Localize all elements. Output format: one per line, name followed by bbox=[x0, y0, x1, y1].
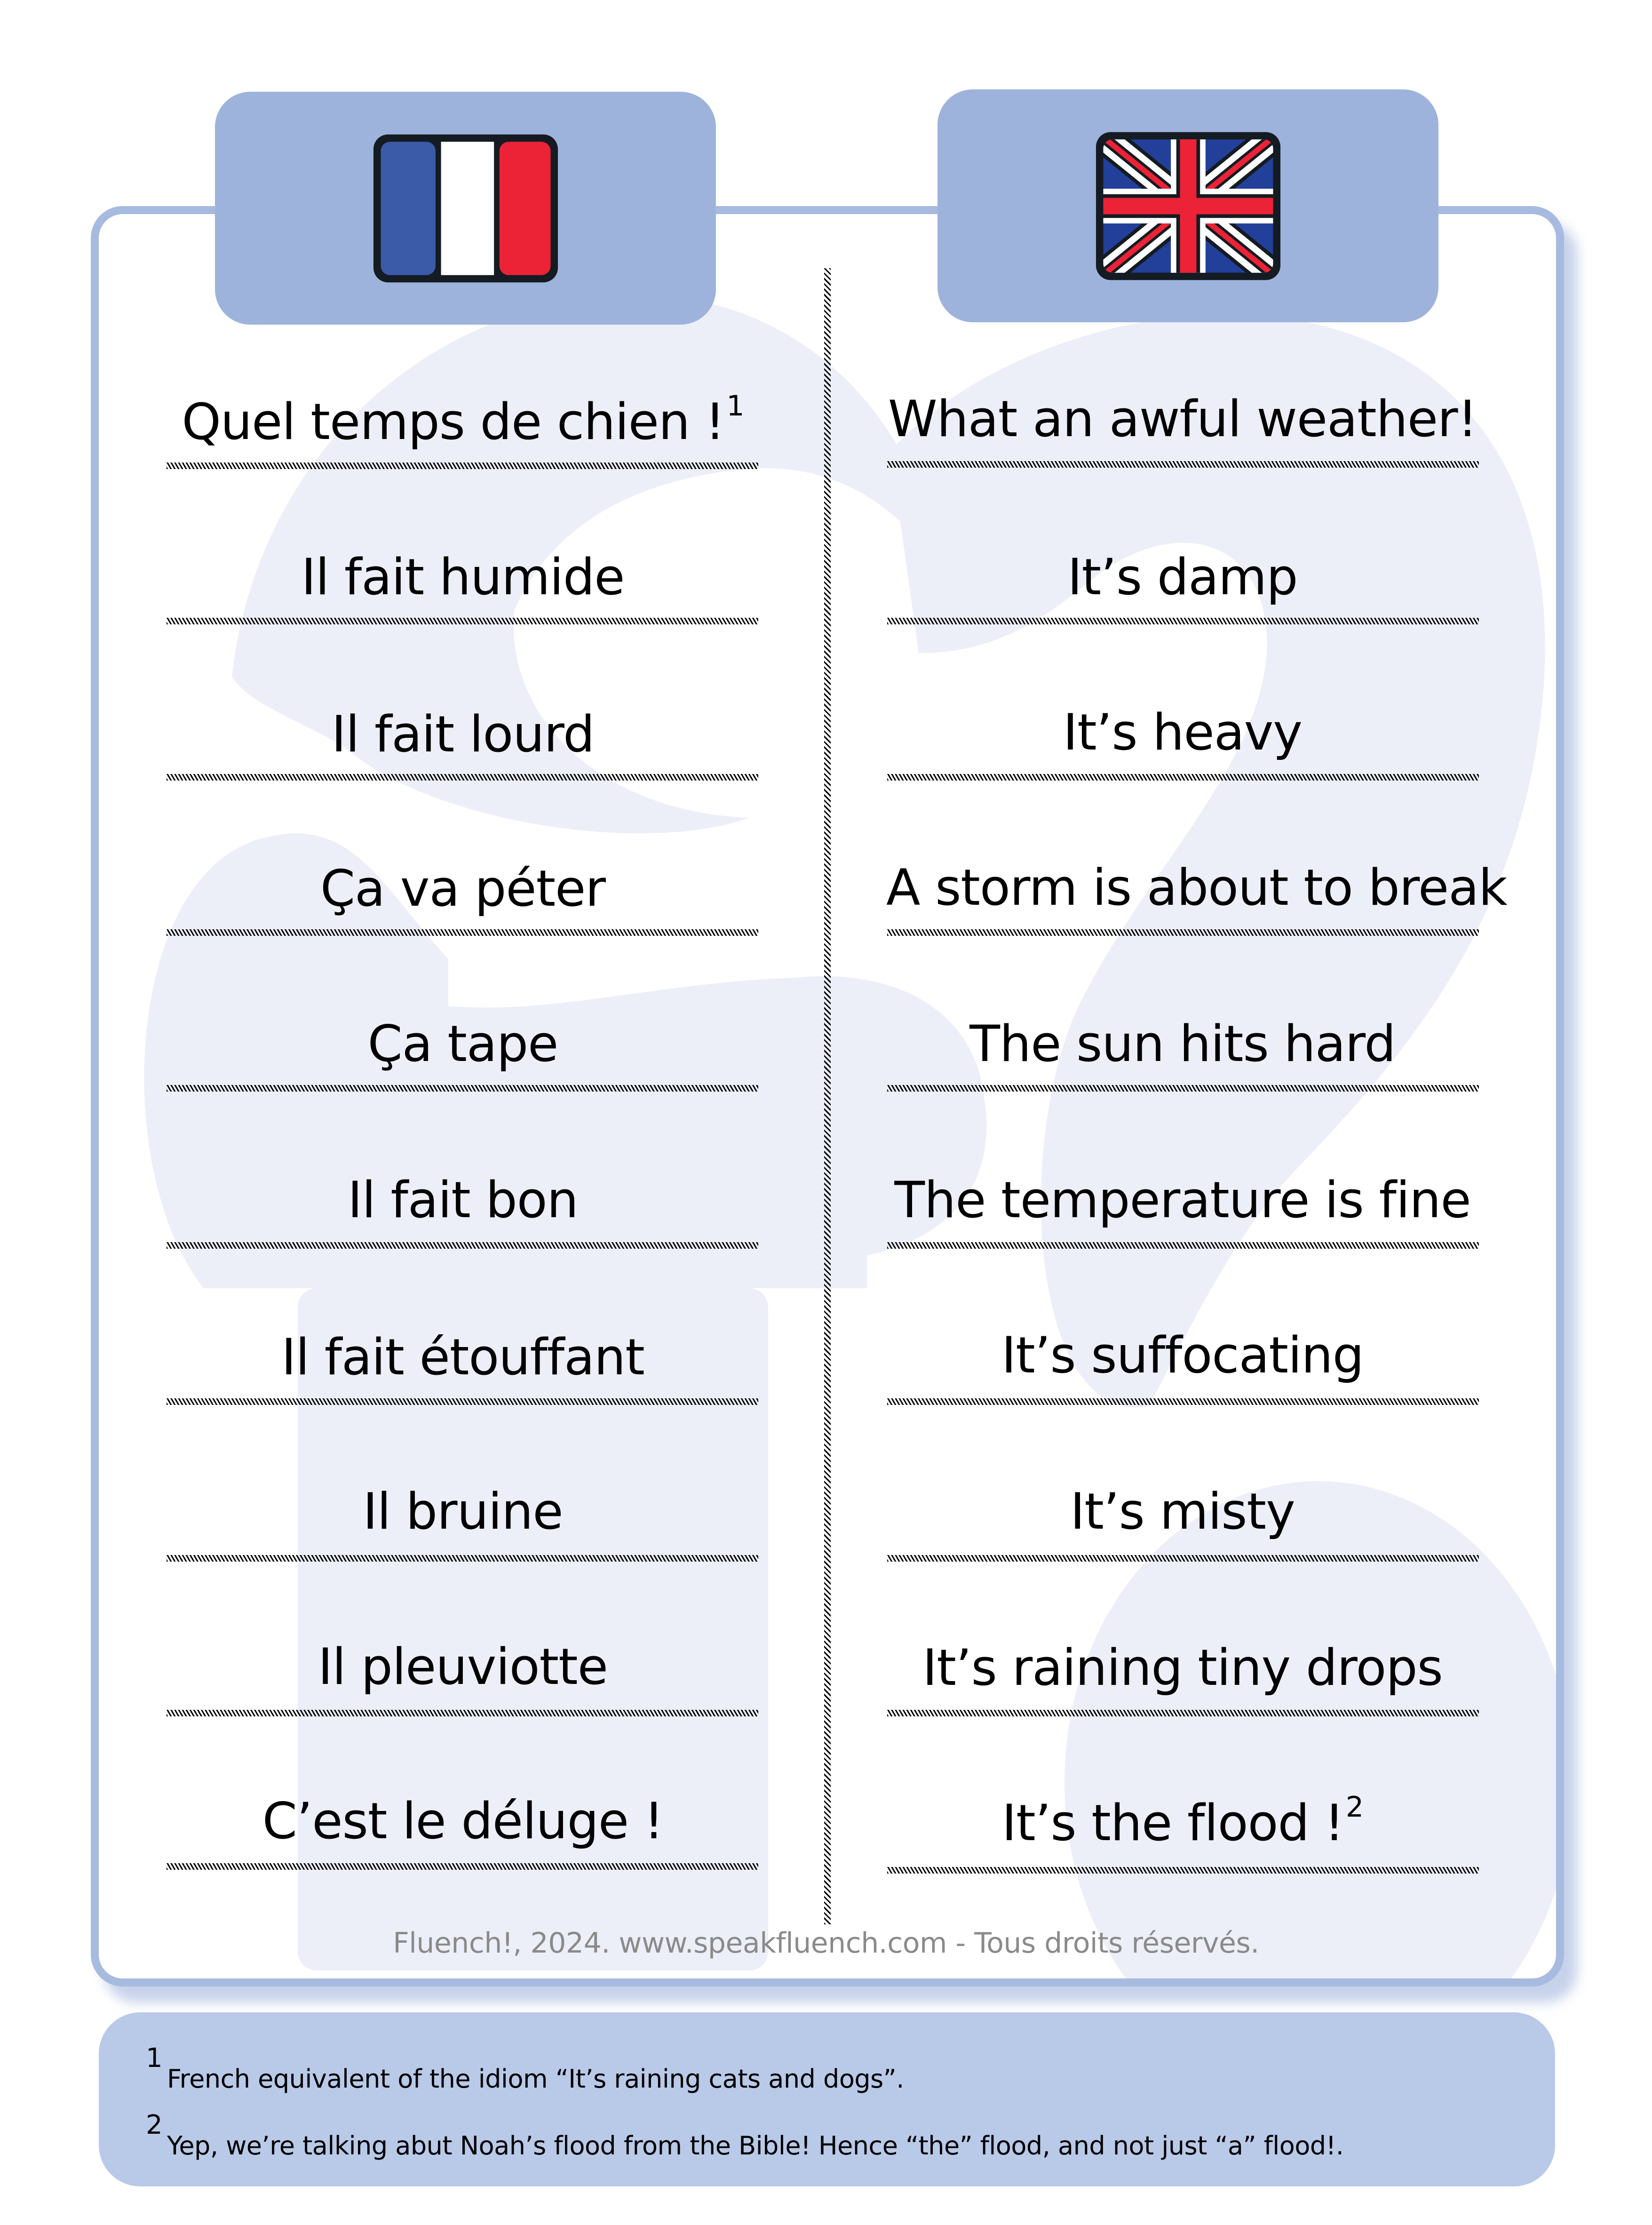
underline bbox=[887, 774, 1479, 781]
uk-flag-icon bbox=[1073, 128, 1303, 284]
french-phrase: Il fait humide bbox=[301, 548, 625, 606]
footnote-ref[interactable]: 1 bbox=[726, 390, 744, 423]
underline bbox=[887, 618, 1479, 624]
english-phrase: It’s the flood !$^2$ bbox=[1001, 1791, 1364, 1852]
french-header bbox=[215, 92, 716, 325]
underline bbox=[167, 929, 758, 936]
underline bbox=[887, 1085, 1479, 1092]
underline bbox=[887, 461, 1479, 468]
french-phrase: Il fait lourd bbox=[331, 705, 595, 763]
underline bbox=[887, 1555, 1479, 1562]
footnote-number: 1 bbox=[146, 2043, 163, 2073]
french-phrase: Il bruine bbox=[363, 1483, 563, 1540]
english-phrase: A storm is about to break bbox=[886, 859, 1507, 917]
underline bbox=[167, 1555, 758, 1562]
underline bbox=[887, 929, 1479, 936]
footnote-1 bbox=[146, 2043, 904, 2094]
copyright-notice: Fluench!, 2024. www.speakfluench.com - Tous droits réservés. bbox=[393, 1927, 1259, 1960]
column-divider bbox=[824, 268, 831, 1924]
underline bbox=[887, 1242, 1479, 1249]
french-phrase: Il fait étouffant bbox=[281, 1328, 644, 1386]
underline bbox=[887, 1867, 1479, 1874]
english-phrase: It’s misty bbox=[1070, 1483, 1295, 1540]
underline bbox=[167, 463, 758, 469]
english-phrase: It’s damp bbox=[1067, 548, 1298, 606]
underline bbox=[167, 1085, 758, 1092]
english-phrase: It’s heavy bbox=[1063, 703, 1303, 761]
english-phrase: It’s suffocating bbox=[1001, 1326, 1364, 1384]
underline bbox=[887, 1398, 1479, 1405]
underline bbox=[167, 1242, 758, 1249]
footnote-number: 2 bbox=[146, 2110, 163, 2140]
french-phrase: Quel temps de chien !$^1$ bbox=[182, 390, 744, 451]
french-phrase: Il pleuviotte bbox=[318, 1638, 608, 1696]
english-phrase: It’s raining tiny drops bbox=[922, 1639, 1443, 1697]
french-phrase: Il fait bon bbox=[348, 1171, 578, 1229]
english-phrase: What an awful weather! bbox=[888, 390, 1477, 448]
english-phrase: The sun hits hard bbox=[969, 1015, 1396, 1073]
footnotes-box bbox=[99, 2012, 1555, 2186]
french-phrase: C’est le déluge ! bbox=[262, 1792, 664, 1850]
underline bbox=[167, 1398, 758, 1405]
footnote-2 bbox=[146, 2110, 1344, 2161]
footnote-text: Yep, we’re talking abut Noah’s flood from the Bible! Hence “the” flood, and not just “a” flood!. bbox=[167, 2131, 1344, 2161]
english-header bbox=[937, 89, 1438, 322]
footnote-text: French equivalent of the idiom “It’s raining cats and dogs”. bbox=[167, 2064, 904, 2094]
footnote-ref[interactable]: 2 bbox=[1345, 1791, 1364, 1824]
underline bbox=[167, 1710, 758, 1716]
france-flag-icon bbox=[350, 131, 581, 286]
underline bbox=[167, 618, 758, 624]
english-phrase: The temperature is fine bbox=[894, 1171, 1471, 1229]
french-phrase: Ça va péter bbox=[320, 860, 605, 917]
french-phrase: Ça tape bbox=[367, 1015, 558, 1073]
underline bbox=[167, 1863, 758, 1870]
underline bbox=[167, 774, 758, 781]
underline bbox=[887, 1710, 1479, 1716]
